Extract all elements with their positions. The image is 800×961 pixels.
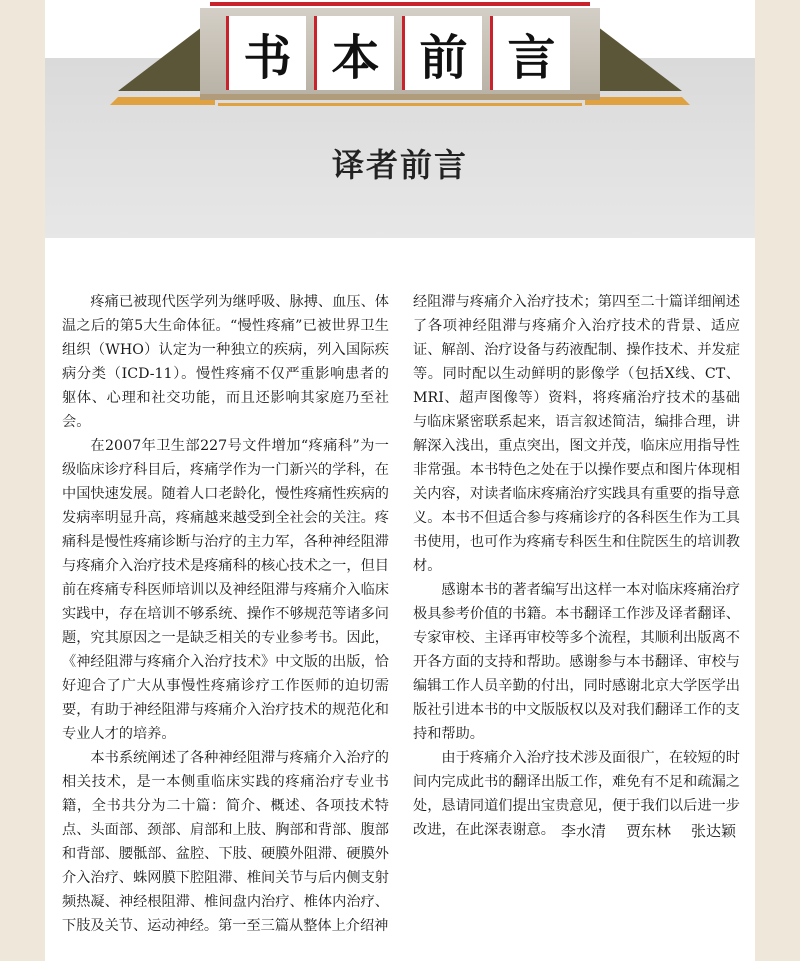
signature-block <box>561 820 736 841</box>
page-title: 译者前言 <box>331 146 468 184</box>
banner-char: 前 <box>402 16 482 90</box>
paragraph: 感谢本书的著者编写出这样一本对临床疼痛治疗极具参考价值的书籍。本书翻译工作涉及译者翻译、专家审校、主译再审校等多个流程，其顺利出版离不开各方面的支持和帮助。感谢参与本书翻译、审校与编辑工作人员辛勤的付出，同时感谢北京大学医学出版社引进本书的中文版版权以及对我们翻译工作的支持和帮助。 <box>413 582 740 742</box>
left-column <box>62 290 389 938</box>
paragraph: 本书系统阐述了各种神经阻滞与疼痛介入治疗的相关技术，是一本侧重临床实践的疼痛治疗专业书籍，全书共分为二十篇：简介、概述、各项技术特点、头面部、颈部、肩部和上肢、胸部和背部、腹部和背部、腰骶部、盆腔、下肢、硬膜外阻滞、硬膜外介入治疗、蛛网膜下腔阻滞、椎间关节与后内侧支射频热凝、神经根阻滞、椎间盘内治疗、椎体内治疗、下肢及关节、运动神经。第一至三篇从整体上介绍神 <box>62 750 389 934</box>
banner-char: 言 <box>490 16 570 90</box>
banner-underline <box>218 103 582 106</box>
paragraph: 疼痛已被现代医学列为继呼吸、脉搏、血压、体温之后的第5大生命体征。“慢性疼痛”已被世界卫生组织（WHO）认定为一种独立的疾病，列入国际疾病分类（ICD-11）。慢性疼痛不仅严重影响患者的躯体、心理和社交功能，而且还影响其家庭乃至社会。 <box>62 294 389 430</box>
banner-left-wing <box>0 13 220 113</box>
translator-name: 李水清 <box>560 822 606 840</box>
translator-name: 张达颖 <box>690 822 736 840</box>
banner-char: 书 <box>226 16 306 90</box>
banner-char: 本 <box>314 16 394 90</box>
banner-right-wing <box>580 13 800 113</box>
paragraph: 由于疼痛介入治疗技术涉及面很广，在较短的时间内完成此书的翻译出版工作，难免有不足和疏漏之处，恳请同道们提出宝贵意见，便于我们以后进一步改进，在此深表谢意。 <box>413 750 740 838</box>
banner-top-line <box>210 2 590 6</box>
translator-name: 贾东林 <box>625 822 671 840</box>
right-column <box>413 290 740 842</box>
paragraph-continuation: 经阻滞与疼痛介入治疗技术；第四至二十篇详细阐述了各项神经阻滞与疼痛介入治疗技术的背景、适应证、解剖、治疗设备与药液配制、操作技术、并发症等。同时配以生动鲜明的影像学（包括X线、CT、MRI、超声图像等）资料，将疼痛治疗技术的基础与临床紧密联系起来，语言叙述简洁，编排合理，讲解深入浅出，重点突出，图文并茂，临床应用指导性非常强。本书特色之处在于以操作要点和图片体现相关内容，对读者临床疼痛治疗实践具有重要的指导意义。本书不但适合参与疼痛诊疗的各科医生作为工具书使用，也可作为疼痛专科医生和住院医生的培训教材。 <box>413 294 740 574</box>
banner-heading <box>226 16 570 90</box>
paragraph: 在2007年卫生部227号文件增加“疼痛科”为一级临床诊疗科目后，疼痛学作为一门新兴的学科，在中国快速发展。随着人口老龄化，慢性疼痛性疾病的发病率明显升高，疼痛越来越受到全社会的关注。疼痛科是慢性疼痛诊断与治疗的主力军，各种神经阻滞与疼痛介入治疗技术是疼痛科的核心技术之一，但目前在疼痛专科医师培训以及神经阻滞与疼痛介入临床实践中，存在培训不够系统、操作不够规范等诸多问题，究其原因之一是缺乏相关的专业参考书。因此，《神经阻滞与疼痛介入治疗技术》中文版的出版，恰好迎合了广大从事慢性疼痛诊疗工作医师的迫切需要，有助于神经阻滞与疼痛介入治疗技术的规范化和专业人才的培养。 <box>62 438 389 742</box>
